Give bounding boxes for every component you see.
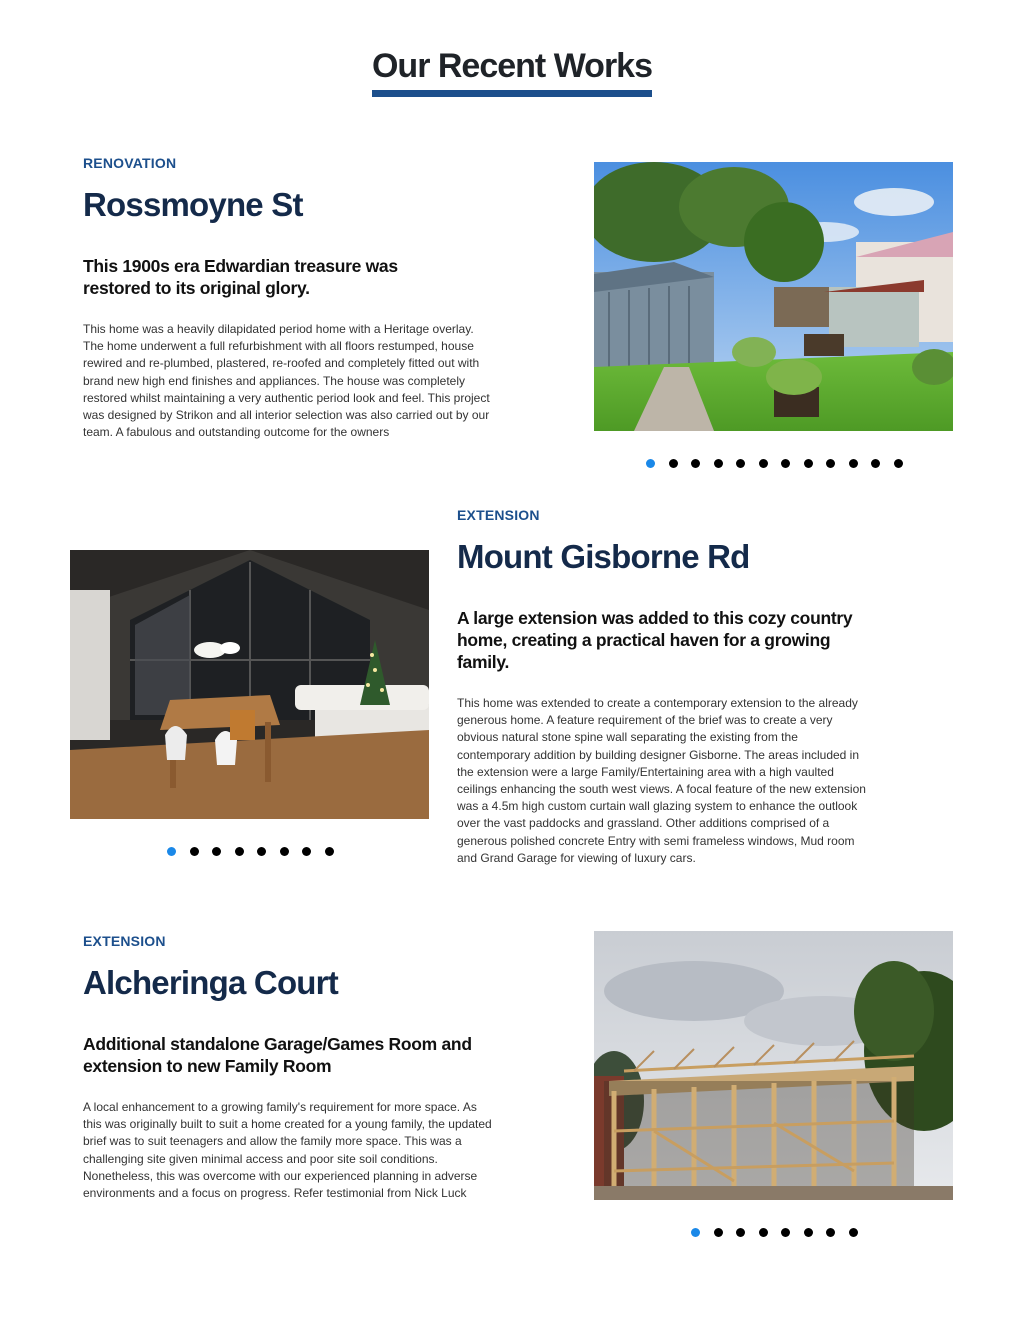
carousel-dot[interactable] xyxy=(714,459,723,468)
page-title-wrap xyxy=(0,46,1024,97)
carousel-dot[interactable] xyxy=(669,459,678,468)
carousel-dot[interactable] xyxy=(781,459,790,468)
project-alcheringa-text xyxy=(83,933,495,1202)
project-subtitle: A large extension was added to this cozy country home, creating a practical haven for a growing family. xyxy=(457,608,853,672)
carousel-dot[interactable] xyxy=(781,1228,790,1237)
carousel-dot[interactable] xyxy=(759,1228,768,1237)
carousel-dot[interactable] xyxy=(646,459,655,468)
timber-frame-construction-photo xyxy=(594,931,953,1200)
project-mount-gisborne-text xyxy=(457,507,869,867)
project-title: Alcheringa Court xyxy=(83,964,338,1001)
carousel-dot[interactable] xyxy=(167,847,176,856)
project-category: EXTENSION xyxy=(457,507,540,523)
carousel-dot[interactable] xyxy=(714,1228,723,1237)
carousel-dots-mount-gisborne xyxy=(167,847,347,856)
carousel-dot[interactable] xyxy=(302,847,311,856)
carousel-dot[interactable] xyxy=(736,1228,745,1237)
carousel-dots-rossmoyne xyxy=(646,459,916,468)
project-title: Mount Gisborne Rd xyxy=(457,538,750,575)
vaulted-living-dining-photo xyxy=(70,550,429,819)
carousel-dot[interactable] xyxy=(257,847,266,856)
project-subtitle: Additional standalone Garage/Games Room and extension to new Family Room xyxy=(83,1034,472,1076)
project-category: RENOVATION xyxy=(83,155,177,171)
carousel-dots-alcheringa xyxy=(691,1228,871,1237)
carousel-dot[interactable] xyxy=(212,847,221,856)
page-title: Our Recent Works xyxy=(372,46,652,97)
carousel-dot[interactable] xyxy=(759,459,768,468)
project-title: Rossmoyne St xyxy=(83,186,303,223)
project-rossmoyne-text xyxy=(83,155,495,441)
carousel-dot[interactable] xyxy=(804,1228,813,1237)
backyard-shed-garden-photo xyxy=(594,162,953,431)
carousel-dot[interactable] xyxy=(325,847,334,856)
project-description: A local enhancement to a growing family's requirement for more space. As this was originally built to suit a home created for a young family, the updated brief was to suit teenagers and allow the family more space. This was a challenging site given minimal access and poor site soil conditions. Nonetheless, this was overcome with our experienced planning in adverse environments and a focus on progress. Refer testimonial from Nick Luck xyxy=(83,1100,492,1201)
project-subtitle: This 1900s era Edwardian treasure was restored to its original glory. xyxy=(83,256,398,298)
carousel-dot[interactable] xyxy=(804,459,813,468)
carousel-dot[interactable] xyxy=(849,459,858,468)
carousel-dot[interactable] xyxy=(736,459,745,468)
carousel-dot[interactable] xyxy=(691,459,700,468)
carousel-dot[interactable] xyxy=(691,1228,700,1237)
project-category: EXTENSION xyxy=(83,933,166,949)
carousel-dot[interactable] xyxy=(849,1228,858,1237)
carousel-dot[interactable] xyxy=(190,847,199,856)
carousel-dot[interactable] xyxy=(826,1228,835,1237)
carousel-dot[interactable] xyxy=(235,847,244,856)
carousel-dot[interactable] xyxy=(871,459,880,468)
project-description: This home was a heavily dilapidated period home with a Heritage overlay. The home underwent a full refurbishment with all floors restumped, house rewired and re-plumbed, plastered, re-roofed and completely fitted out with brand new high end finishes and appliances. The house was completely restored whilst maintaining a very authentic period look and feel. This project was designed by Strikon and all interior selection was also carried out by our team. A fabulous and outstanding outcome for the owners xyxy=(83,322,490,440)
carousel-dot[interactable] xyxy=(894,459,903,468)
project-description: This home was extended to create a contemporary extension to the already generous home. A feature requirement of the brief was to create a very obvious natural stone spine wall separating the existing from the contemporary addition by building designer Gisborne. The areas included in the extension were a large Family/Entertaining area with a high vaulted ceilings enhancing the south west views. A focal feature of the new extension was a 4.5m high custom curtain wall glazing system to enhance the outlook over the vast paddocks and grassland. Other additions comprised of a generous polished concrete Entry with semi frameless windows, Mud room and Grand Garage for viewing of luxury cars. xyxy=(457,696,866,865)
carousel-dot[interactable] xyxy=(826,459,835,468)
carousel-dot[interactable] xyxy=(280,847,289,856)
